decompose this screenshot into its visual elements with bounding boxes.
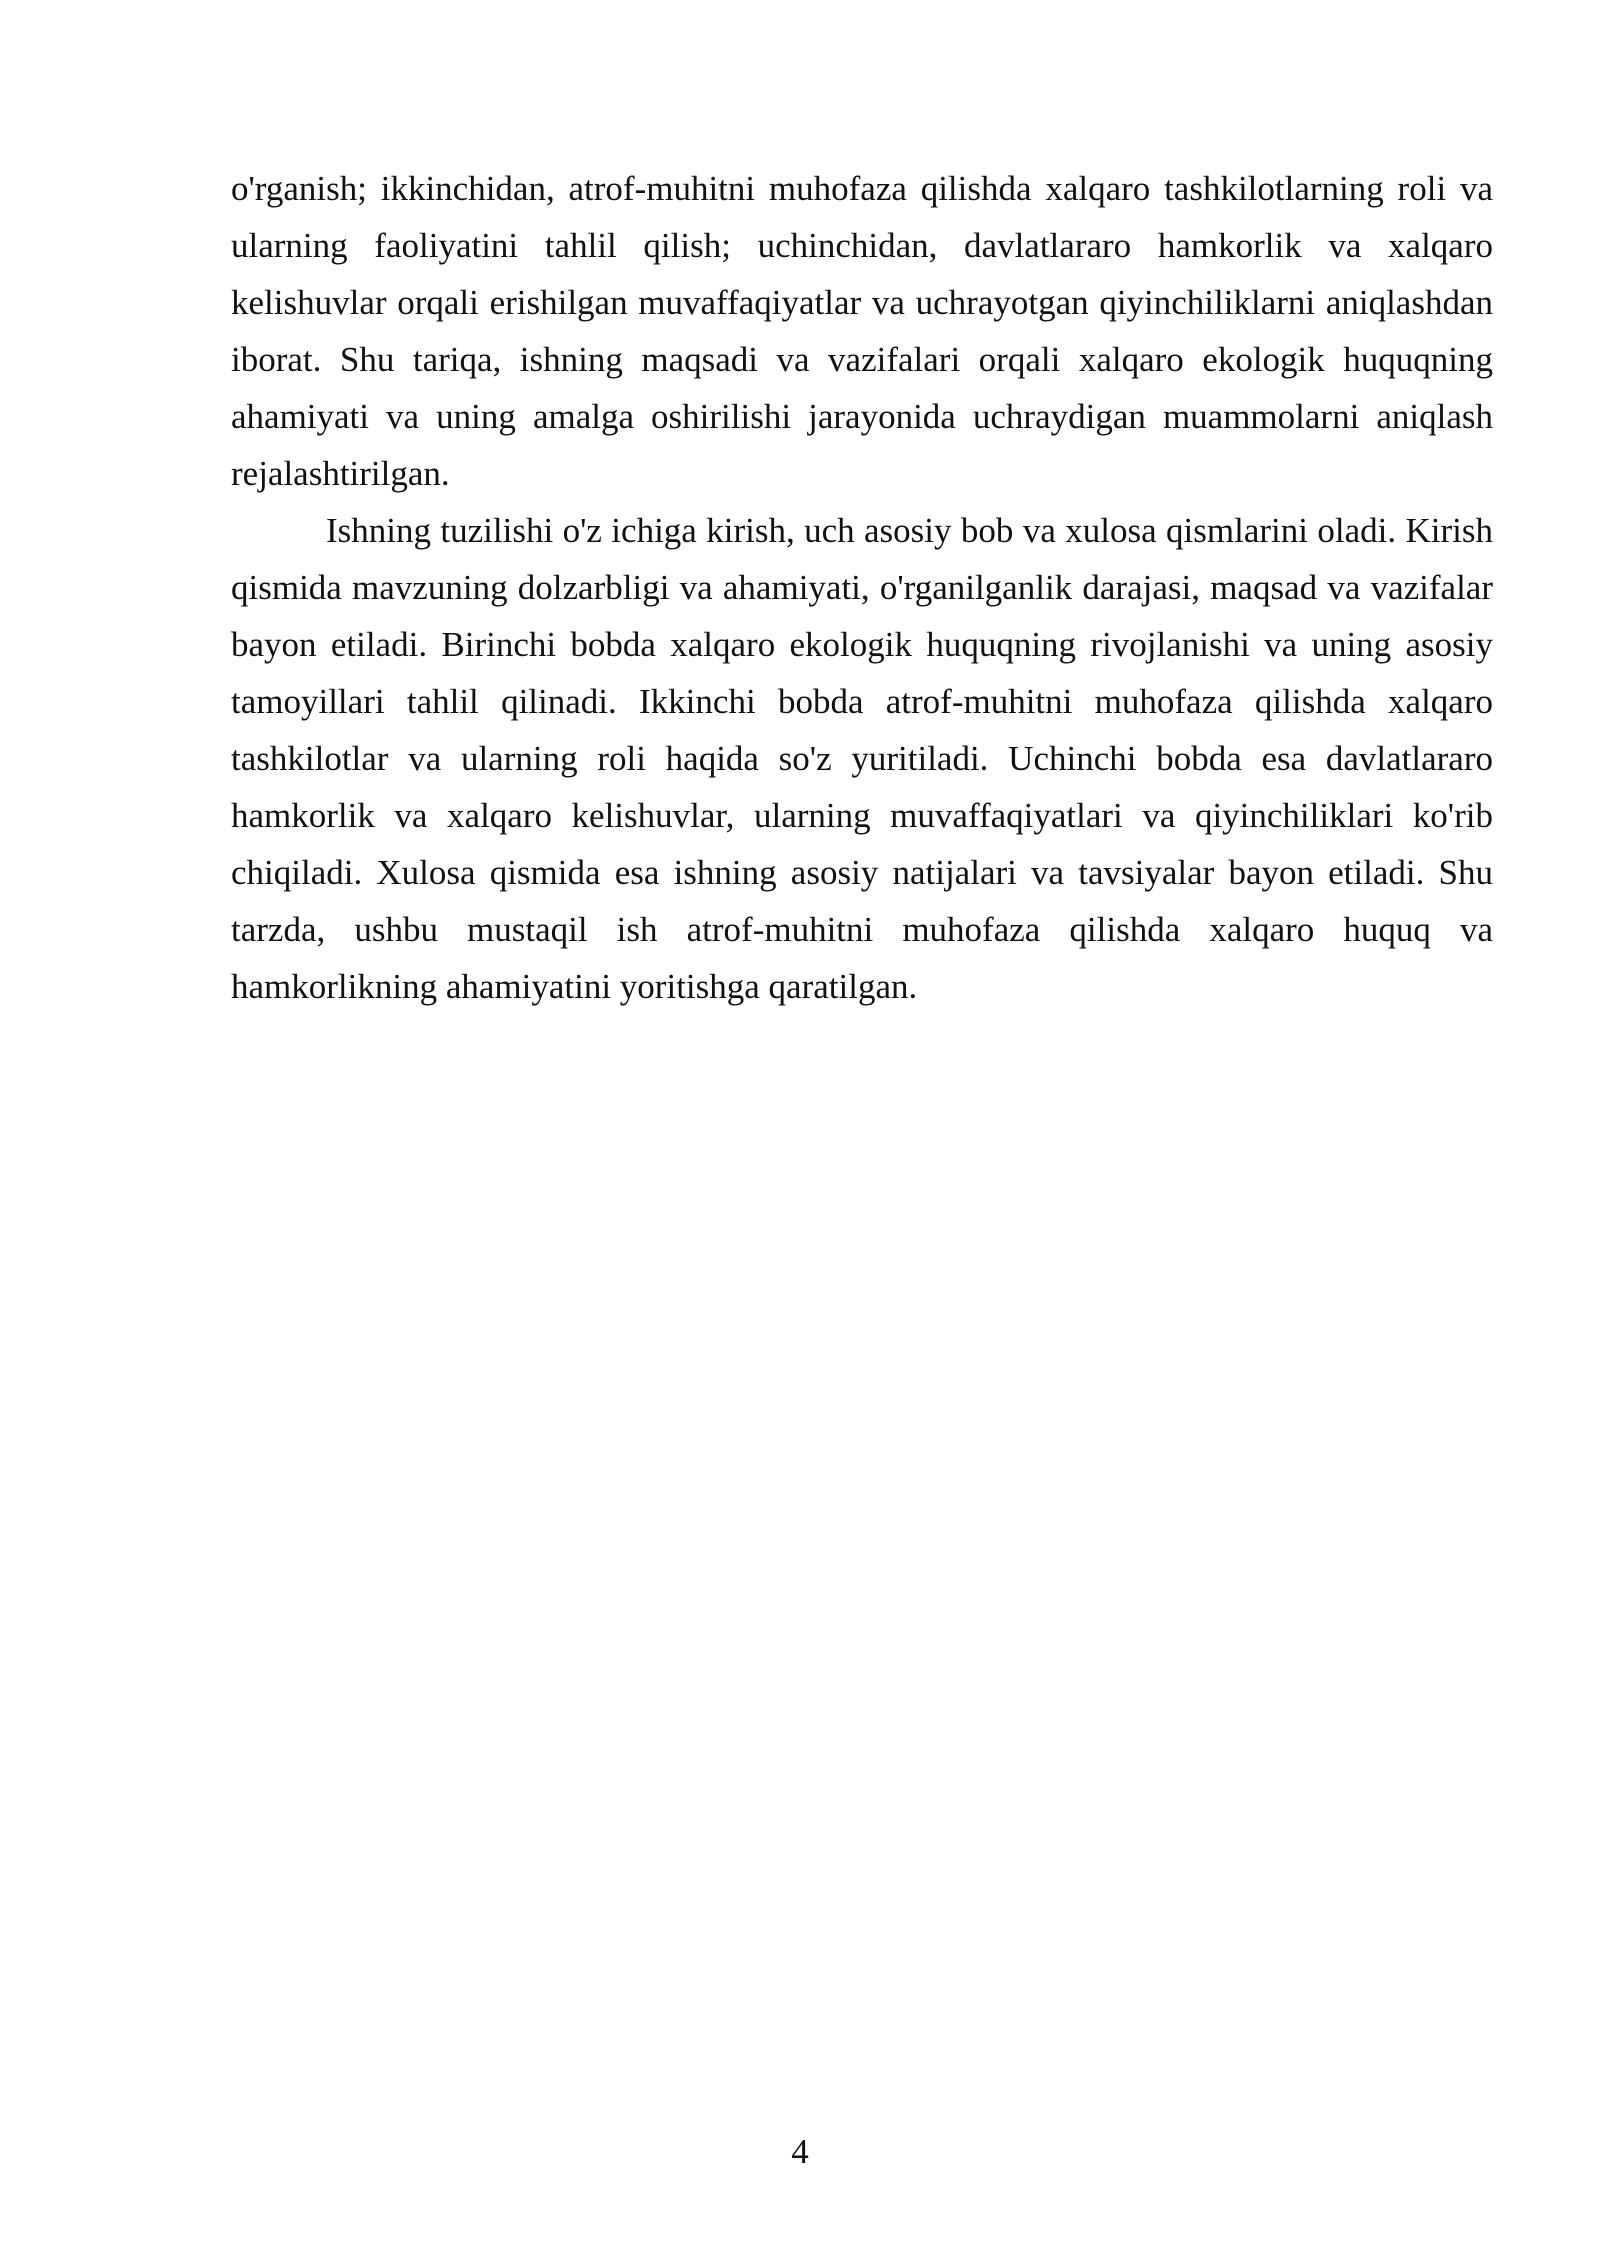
paragraph-structure: Ishning tuzilishi o'z ichiga kirish, uch asosiy bob va xulosa qismlarini oladi. Kirish qismida mavzuning dolzarbligi va ahamiyati, o'rganilganlik darajasi, maqsad va vazifalar bayon etiladi. Birinchi bobda xalqaro ekologik huquqning rivojlanishi va uning asosiy tamoyillari tahlil qilinadi. Ikkinchi bobda atrof-muhitni muhofaza qilishda xalqaro tashkilotlar va ularning roli haqida so'z yuritiladi. Uchinchi bobda esa davlatlararo hamkorlik va xalqaro kelishuvlar, ularning muvaffaqiyatlari va qiyinchiliklari ko'rib chiqiladi. Xulosa qismida esa ishning asosiy natijalari va tavsiyalar bayon etiladi. Shu tarzda, ushbu mustaqil ish atrof-muhitni muhofaza qilishda xalqaro huquq va hamkorlikning ahamiyatini yoritishga qaratilgan.	[231, 511, 1493, 1006]
page-number: 4	[791, 2132, 809, 2171]
paragraph-continuation: o'rganish; ikkinchidan, atrof-muhitni muhofaza qilishda xalqaro tashkilotlarning roli va ularning faoliyatini tahlil qilish; uchinchidan, davlatlararo hamkorlik va xalqaro kelishuvlar orqali erishilgan muvaffaqiyatlar va uchrayotgan qiyinchiliklarni aniqlashdan iborat. Shu tariqa, ishning maqsadi va vazifalari orqali xalqaro ekologik huquqning ahamiyati va uning amalga oshirilishi jarayonida uchraydigan muammolarni aniqlash rejalashtirilgan.	[231, 169, 1493, 493]
document-body	[231, 160, 1493, 1015]
